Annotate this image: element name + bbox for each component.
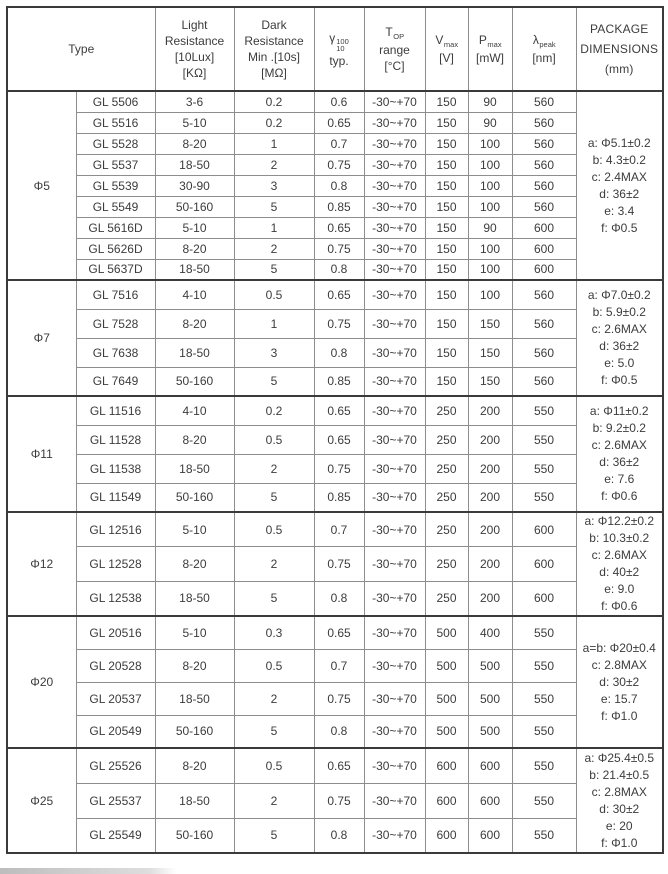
- light-resistance-cell: 18-50: [155, 783, 234, 818]
- lambda-peak-cell: 560: [512, 112, 576, 133]
- lambda-peak-cell: 560: [512, 175, 576, 196]
- model-cell: GL 7528: [76, 309, 155, 338]
- top-range-cell: -30~+70: [364, 133, 425, 154]
- gamma-cell: 0.85: [314, 196, 364, 217]
- top-range-cell: -30~+70: [364, 217, 425, 238]
- top-range-cell: -30~+70: [364, 91, 425, 112]
- model-cell: GL 5516: [76, 112, 155, 133]
- dark-resistance-cell: 5: [234, 259, 314, 280]
- table-row: [7, 217, 663, 238]
- pmax-cell: 600: [468, 783, 512, 818]
- pmax-cell: 600: [468, 748, 512, 783]
- table-row: [7, 396, 663, 425]
- pmax-cell: 150: [468, 338, 512, 367]
- table-row: [7, 91, 663, 112]
- model-cell: GL 12516: [76, 512, 155, 547]
- top-range-cell: -30~+70: [364, 309, 425, 338]
- light-resistance-cell: 3-6: [155, 91, 234, 112]
- dark-resistance-cell: 5: [234, 818, 314, 853]
- table-row: [7, 175, 663, 196]
- dark-resistance-cell: 0.5: [234, 425, 314, 454]
- light-resistance-cell: 8-20: [155, 309, 234, 338]
- lambda-peak-cell: 600: [512, 238, 576, 259]
- pmax-cell: 500: [468, 649, 512, 682]
- lambda-peak-cell: 600: [512, 217, 576, 238]
- table-row: [7, 133, 663, 154]
- gamma-sup-sub: 100 10: [336, 36, 349, 53]
- column-header-vmax: $V_{max}$ [V]: [425, 7, 468, 91]
- gamma-symbol: γ: [329, 30, 336, 45]
- vmax-cell: 250: [425, 512, 468, 547]
- gamma-cell: 0.65: [314, 217, 364, 238]
- light-resistance-cell: 50-160: [155, 367, 234, 396]
- package-dimensions-cell: a: Φ5.1±0.2 b: 4.3±0.2 c: 2.4MAX d: 36±2 e: 3.4 f: Φ0.5: [576, 91, 663, 280]
- pmax-cell: 500: [468, 715, 512, 748]
- model-cell: GL 25549: [76, 818, 155, 853]
- model-cell: GL 11538: [76, 454, 155, 483]
- light-resistance-cell: 50-160: [155, 483, 234, 512]
- lambda-peak-cell: 600: [512, 259, 576, 280]
- model-cell: GL 5539: [76, 175, 155, 196]
- vmax-cell: 500: [425, 715, 468, 748]
- top-range-cell: -30~+70: [364, 818, 425, 853]
- vmax-cell: 250: [425, 425, 468, 454]
- vmax-cell: 150: [425, 238, 468, 259]
- package-dimensions-cell: a: Φ11±0.2 b: 9.2±0.2 c: 2.6MAX d: 36±2 e: 7.6 f: Φ0.6: [576, 396, 663, 512]
- column-header-light-resistance: Light Resistance [10Lux] [KΩ]: [155, 7, 234, 91]
- spec-sheet: [6, 6, 664, 854]
- vmax-cell: 250: [425, 396, 468, 425]
- vmax-cell: 150: [425, 338, 468, 367]
- top-range-cell: -30~+70: [364, 196, 425, 217]
- table-row: [7, 367, 663, 396]
- light-resistance-cell: 8-20: [155, 649, 234, 682]
- subscript: OP: [393, 32, 405, 41]
- table-row: [7, 547, 663, 582]
- model-cell: GL 5637D: [76, 259, 155, 280]
- vmax-cell: 150: [425, 133, 468, 154]
- dark-resistance-cell: 2: [234, 682, 314, 715]
- table-row: [7, 154, 663, 175]
- dark-resistance-cell: 2: [234, 783, 314, 818]
- table-row: [7, 425, 663, 454]
- lambda-peak-cell: 550: [512, 818, 576, 853]
- light-resistance-cell: 18-50: [155, 682, 234, 715]
- pmax-cell: 100: [468, 238, 512, 259]
- lambda-peak-cell: 550: [512, 715, 576, 748]
- vmax-cell: 150: [425, 196, 468, 217]
- vmax-cell: 500: [425, 616, 468, 649]
- header-row: [7, 7, 663, 91]
- pmax-cell: 90: [468, 217, 512, 238]
- scan-shadow: [0, 868, 176, 874]
- column-header-pmax: $P_{max}$ [mW]: [468, 7, 512, 91]
- pmax-cell: 150: [468, 367, 512, 396]
- vmax-cell: 500: [425, 649, 468, 682]
- table-row: [7, 309, 663, 338]
- top-range-cell: -30~+70: [364, 616, 425, 649]
- model-cell: GL 20549: [76, 715, 155, 748]
- gamma-cell: 0.8: [314, 259, 364, 280]
- table-row: [7, 616, 663, 649]
- dark-resistance-cell: 0.2: [234, 112, 314, 133]
- pmax-cell: 200: [468, 425, 512, 454]
- dark-resistance-cell: 5: [234, 483, 314, 512]
- model-cell: GL 25526: [76, 748, 155, 783]
- light-resistance-cell: 18-50: [155, 259, 234, 280]
- table-row: [7, 259, 663, 280]
- lambda-peak-cell: 560: [512, 133, 576, 154]
- model-cell: GL 7649: [76, 367, 155, 396]
- column-header-gamma: γ 100 10 typ.: [314, 7, 364, 91]
- model-cell: GL 7516: [76, 280, 155, 309]
- model-cell: GL 11528: [76, 425, 155, 454]
- model-cell: GL 5616D: [76, 217, 155, 238]
- package-dimensions-cell: a: Φ25.4±0.5 b: 21.4±0.5 c: 2.8MAX d: 30±2 e: 20 f: Φ1.0: [576, 748, 663, 853]
- type-group-cell: Φ5: [7, 91, 76, 280]
- top-range-cell: -30~+70: [364, 154, 425, 175]
- lambda-peak-cell: 600: [512, 581, 576, 616]
- top-range-cell: -30~+70: [364, 783, 425, 818]
- top-range-cell: -30~+70: [364, 483, 425, 512]
- light-resistance-cell: 50-160: [155, 818, 234, 853]
- pmax-cell: 200: [468, 483, 512, 512]
- subscript: peak: [539, 40, 556, 49]
- column-header-package-dimensions: PACKAGE DIMENSIONS (mm): [576, 7, 663, 91]
- vmax-cell: 250: [425, 547, 468, 582]
- top-range-cell: -30~+70: [364, 715, 425, 748]
- pmax-cell: 150: [468, 309, 512, 338]
- gamma-cell: 0.8: [314, 338, 364, 367]
- model-cell: GL 5506: [76, 91, 155, 112]
- lambda-peak-cell: 550: [512, 396, 576, 425]
- gamma-cell: 0.65: [314, 280, 364, 309]
- model-cell: GL 11549: [76, 483, 155, 512]
- dark-resistance-cell: 1: [234, 133, 314, 154]
- table-row: [7, 818, 663, 853]
- lambda-peak-cell: 550: [512, 425, 576, 454]
- gamma-cell: 0.85: [314, 483, 364, 512]
- light-resistance-cell: 30-90: [155, 175, 234, 196]
- dark-resistance-cell: 3: [234, 338, 314, 367]
- dark-resistance-cell: 0.5: [234, 649, 314, 682]
- gamma-cell: 0.75: [314, 309, 364, 338]
- table-row: [7, 483, 663, 512]
- model-cell: GL 5626D: [76, 238, 155, 259]
- model-cell: GL 12528: [76, 547, 155, 582]
- light-resistance-cell: 8-20: [155, 133, 234, 154]
- pmax-cell: 100: [468, 280, 512, 309]
- lambda-peak-cell: 550: [512, 483, 576, 512]
- column-header-type: Type: [7, 7, 155, 91]
- gamma-cell: 0.7: [314, 512, 364, 547]
- dark-resistance-cell: 2: [234, 454, 314, 483]
- type-group-cell: Φ20: [7, 616, 76, 748]
- dark-resistance-cell: 0.5: [234, 748, 314, 783]
- lambda-peak-cell: 560: [512, 309, 576, 338]
- gamma-cell: 0.8: [314, 715, 364, 748]
- pmax-cell: 200: [468, 512, 512, 547]
- lambda-peak-cell: 550: [512, 616, 576, 649]
- lambda-peak-cell: 560: [512, 154, 576, 175]
- vmax-cell: 150: [425, 367, 468, 396]
- light-resistance-cell: 18-50: [155, 581, 234, 616]
- lambda-peak-cell: 560: [512, 280, 576, 309]
- gamma-cell: 0.8: [314, 818, 364, 853]
- package-dimensions-cell: a=b: Φ20±0.4 c: 2.8MAX d: 30±2 e: 15.7 f: Φ1.0: [576, 616, 663, 748]
- dark-resistance-cell: 5: [234, 581, 314, 616]
- light-resistance-cell: 8-20: [155, 425, 234, 454]
- model-cell: GL 20516: [76, 616, 155, 649]
- top-range-cell: -30~+70: [364, 425, 425, 454]
- gamma-cell: 0.65: [314, 396, 364, 425]
- vmax-cell: 600: [425, 818, 468, 853]
- dark-resistance-cell: 3: [234, 175, 314, 196]
- lambda-peak-cell: 550: [512, 649, 576, 682]
- vmax-cell: 600: [425, 783, 468, 818]
- pmax-cell: 100: [468, 175, 512, 196]
- vmax-cell: 150: [425, 280, 468, 309]
- pmax-cell: 90: [468, 91, 512, 112]
- lambda-peak-cell: 600: [512, 547, 576, 582]
- top-range-cell: -30~+70: [364, 581, 425, 616]
- dark-resistance-cell: 0.5: [234, 512, 314, 547]
- gamma-cell: 0.6: [314, 91, 364, 112]
- vmax-cell: 600: [425, 748, 468, 783]
- pmax-cell: 100: [468, 196, 512, 217]
- dark-resistance-cell: 2: [234, 154, 314, 175]
- model-cell: GL 20537: [76, 682, 155, 715]
- vmax-cell: 250: [425, 454, 468, 483]
- table-row: [7, 196, 663, 217]
- light-resistance-cell: 5-10: [155, 112, 234, 133]
- table-row: [7, 748, 663, 783]
- dark-resistance-cell: 1: [234, 217, 314, 238]
- dark-resistance-cell: 0.3: [234, 616, 314, 649]
- subscript: max: [443, 40, 459, 49]
- type-group-cell: Φ25: [7, 748, 76, 853]
- model-cell: GL 5549: [76, 196, 155, 217]
- top-range-cell: -30~+70: [364, 547, 425, 582]
- gamma-cell: 0.65: [314, 425, 364, 454]
- vmax-cell: 150: [425, 154, 468, 175]
- dark-resistance-cell: 1: [234, 309, 314, 338]
- top-range-cell: -30~+70: [364, 259, 425, 280]
- gamma-cell: 0.65: [314, 616, 364, 649]
- type-group-cell: Φ11: [7, 396, 76, 512]
- vmax-cell: 150: [425, 91, 468, 112]
- pmax-cell: 90: [468, 112, 512, 133]
- pmax-cell: 600: [468, 818, 512, 853]
- dark-resistance-cell: 0.2: [234, 91, 314, 112]
- table-row: [7, 238, 663, 259]
- top-range-cell: -30~+70: [364, 512, 425, 547]
- lambda-peak-cell: 550: [512, 682, 576, 715]
- model-cell: GL 20528: [76, 649, 155, 682]
- gamma-cell: 0.8: [314, 581, 364, 616]
- column-header-lambda-peak: $\lambda_{peak}$ [nm]: [512, 7, 576, 91]
- light-resistance-cell: 5-10: [155, 217, 234, 238]
- model-cell: GL 5528: [76, 133, 155, 154]
- light-resistance-cell: 18-50: [155, 454, 234, 483]
- gamma-cell: 0.85: [314, 367, 364, 396]
- top-range-cell: -30~+70: [364, 682, 425, 715]
- table-row: [7, 454, 663, 483]
- subscript: max: [487, 40, 502, 49]
- light-resistance-cell: 50-160: [155, 196, 234, 217]
- model-cell: GL 11516: [76, 396, 155, 425]
- pmax-cell: 100: [468, 154, 512, 175]
- table-row: [7, 280, 663, 309]
- pmax-cell: 200: [468, 547, 512, 582]
- vmax-cell: 250: [425, 483, 468, 512]
- table-row: [7, 682, 663, 715]
- dark-resistance-cell: 5: [234, 196, 314, 217]
- top-range-cell: -30~+70: [364, 175, 425, 196]
- gamma-cell: 0.75: [314, 238, 364, 259]
- type-group-cell: Φ7: [7, 280, 76, 396]
- dark-resistance-cell: 2: [234, 238, 314, 259]
- light-resistance-cell: 4-10: [155, 280, 234, 309]
- dark-resistance-cell: 5: [234, 367, 314, 396]
- lambda-peak-cell: 550: [512, 748, 576, 783]
- package-dimensions-cell: a: Φ12.2±0.2 b: 10.3±0.2 c: 2.6MAX d: 40±2 e: 9.0 f: Φ0.6: [576, 512, 663, 616]
- light-resistance-cell: 18-50: [155, 154, 234, 175]
- dark-resistance-cell: 2: [234, 547, 314, 582]
- lambda-peak-cell: 560: [512, 91, 576, 112]
- vmax-cell: 150: [425, 112, 468, 133]
- top-range-cell: -30~+70: [364, 649, 425, 682]
- gamma-cell: 0.75: [314, 154, 364, 175]
- table-row: [7, 112, 663, 133]
- light-resistance-cell: 18-50: [155, 338, 234, 367]
- dark-resistance-cell: 0.2: [234, 396, 314, 425]
- table-row: [7, 338, 663, 367]
- light-resistance-cell: 8-20: [155, 748, 234, 783]
- vmax-cell: 150: [425, 217, 468, 238]
- gamma-cell: 0.75: [314, 682, 364, 715]
- light-resistance-cell: 8-20: [155, 547, 234, 582]
- type-group-cell: Φ12: [7, 512, 76, 616]
- model-cell: GL 25537: [76, 783, 155, 818]
- top-range-cell: -30~+70: [364, 280, 425, 309]
- column-header-top-range: $T_{OP}$ range [°C]: [364, 7, 425, 91]
- light-resistance-cell: 5-10: [155, 512, 234, 547]
- top-range-cell: -30~+70: [364, 396, 425, 425]
- dark-resistance-cell: 0.5: [234, 280, 314, 309]
- gamma-cell: 0.75: [314, 783, 364, 818]
- pmax-cell: 500: [468, 682, 512, 715]
- gamma-cell: 0.7: [314, 133, 364, 154]
- vmax-cell: 150: [425, 259, 468, 280]
- vmax-cell: 150: [425, 175, 468, 196]
- gamma-cell: 0.7: [314, 649, 364, 682]
- top-range-cell: -30~+70: [364, 112, 425, 133]
- vmax-cell: 150: [425, 309, 468, 338]
- lambda-peak-cell: 560: [512, 367, 576, 396]
- dark-resistance-cell: 5: [234, 715, 314, 748]
- top-range-cell: -30~+70: [364, 367, 425, 396]
- vmax-cell: 500: [425, 682, 468, 715]
- lambda-peak-cell: 550: [512, 783, 576, 818]
- gamma-cell: 0.75: [314, 547, 364, 582]
- model-cell: GL 5537: [76, 154, 155, 175]
- column-header-dark-resistance: Dark Resistance Min .[10s] [MΩ]: [234, 7, 314, 91]
- light-resistance-cell: 50-160: [155, 715, 234, 748]
- top-range-cell: -30~+70: [364, 748, 425, 783]
- package-dimensions-cell: a: Φ7.0±0.2 b: 5.9±0.2 c: 2.6MAX d: 36±2 e: 5.0 f: Φ0.5: [576, 280, 663, 396]
- top-range-cell: -30~+70: [364, 338, 425, 367]
- light-resistance-cell: 8-20: [155, 238, 234, 259]
- table-row: [7, 783, 663, 818]
- pmax-cell: 400: [468, 616, 512, 649]
- gamma-cell: 0.75: [314, 454, 364, 483]
- vmax-cell: 250: [425, 581, 468, 616]
- lambda-peak-cell: 560: [512, 196, 576, 217]
- light-resistance-cell: 4-10: [155, 396, 234, 425]
- light-resistance-cell: 5-10: [155, 616, 234, 649]
- pmax-cell: 200: [468, 581, 512, 616]
- gamma-cell: 0.8: [314, 175, 364, 196]
- pmax-cell: 200: [468, 454, 512, 483]
- gamma-cell: 0.65: [314, 748, 364, 783]
- table-row: [7, 649, 663, 682]
- lambda-peak-cell: 560: [512, 338, 576, 367]
- table-row: [7, 715, 663, 748]
- pmax-cell: 100: [468, 259, 512, 280]
- model-cell: GL 12538: [76, 581, 155, 616]
- photoresistor-spec-table: [6, 6, 664, 854]
- gamma-cell: 0.65: [314, 112, 364, 133]
- table-row: [7, 512, 663, 547]
- lambda-peak-cell: 600: [512, 512, 576, 547]
- top-range-cell: -30~+70: [364, 238, 425, 259]
- lambda-peak-cell: 550: [512, 454, 576, 483]
- pmax-cell: 200: [468, 396, 512, 425]
- model-cell: GL 7638: [76, 338, 155, 367]
- pmax-cell: 100: [468, 133, 512, 154]
- top-range-cell: -30~+70: [364, 454, 425, 483]
- table-row: [7, 581, 663, 616]
